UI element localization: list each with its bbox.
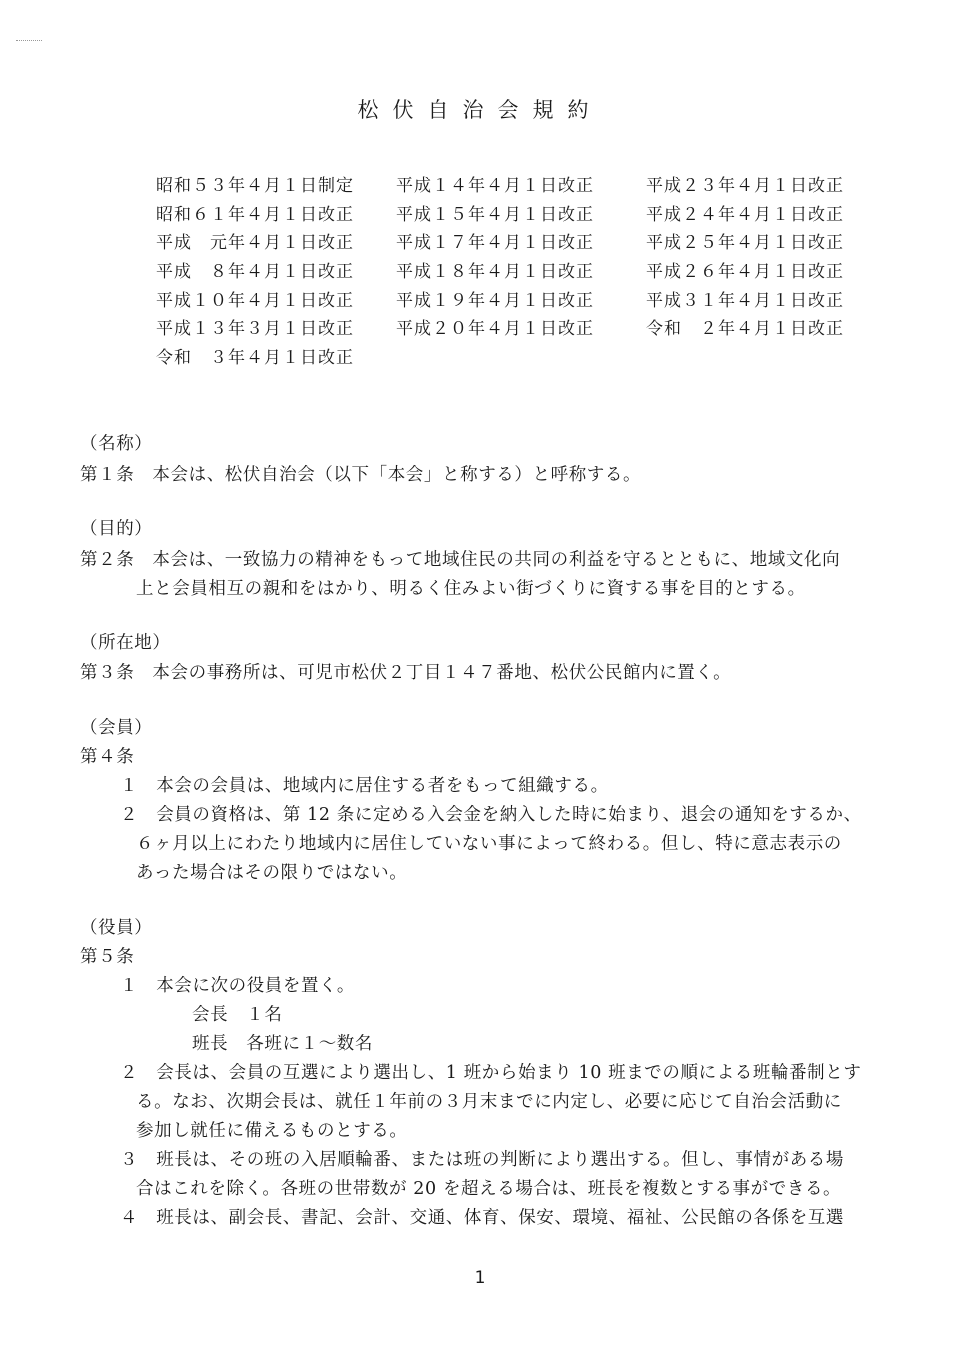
history-entry: 平成１７年４月１日改正 — [396, 233, 594, 253]
article-heading: （所在地） — [80, 633, 171, 653]
history-entry: 平成１５年４月１日改正 — [396, 205, 594, 225]
clause-text: ２ 会員の資格は、第 12 条に定める入会金を納入した時に始まり、退会の通知をするか、 — [120, 805, 862, 825]
history-entry: 昭和５３年４月１日制定 — [156, 176, 354, 196]
clause-text: ４ 班長は、副会長、書記、会計、交通、体育、保安、環境、福祉、公民館の各係を互選 — [120, 1208, 844, 1228]
history-entry: 令和 ２年４月１日改正 — [646, 319, 844, 339]
history-entry: 平成１９年４月１日改正 — [396, 291, 594, 311]
clause-text: ６ヶ月以上にわたり地域内に居住していない事によって終わる。但し、特に意志表示の — [136, 834, 842, 854]
article-text: 第３条 本会の事務所は、可児市松伏２丁目１４７番地、松伏公民館内に置く。 — [80, 663, 732, 683]
history-entry: 平成１３年３月１日改正 — [156, 319, 354, 339]
article-text: 上と会員相互の親和をはかり、明るく住みよい街づくりに資する事を目的とする。 — [136, 579, 806, 599]
history-entry: 平成１０年４月１日改正 — [156, 291, 354, 311]
clause-text: ３ 班長は、その班の入居順輪番、または班の判断により選出する。但し、事情がある場 — [120, 1150, 844, 1170]
history-entry: 平成２６年４月１日改正 — [646, 262, 844, 282]
article-label: 第４条 — [80, 747, 135, 767]
article-label: 第５条 — [80, 947, 135, 967]
clause-text: １ 本会の会員は、地域内に居住する者をもって組織する。 — [120, 776, 609, 796]
history-entry: 令和 ３年４月１日改正 — [156, 348, 354, 368]
clause-text: 合はこれを除く。各班の世帯数が 20 を超える場合は、班長を複数とする事ができる。 — [136, 1179, 842, 1199]
article-text: 第１条 本会は、松伏自治会（以下「本会」と称する）と呼称する。 — [80, 465, 642, 485]
clause-text: あった場合はその限りではない。 — [136, 863, 408, 883]
history-entry: 平成１８年４月１日改正 — [396, 262, 594, 282]
history-entry: 昭和６１年４月１日改正 — [156, 205, 354, 225]
history-entry: 平成２４年４月１日改正 — [646, 205, 844, 225]
article-heading: （名称） — [80, 434, 153, 454]
history-entry: 平成２３年４月１日改正 — [646, 176, 844, 196]
history-entry: 平成 ８年４月１日改正 — [156, 262, 354, 282]
article-heading: （会員） — [80, 718, 153, 738]
history-entry: 平成２５年４月１日改正 — [646, 233, 844, 253]
history-entry: 平成 元年４月１日改正 — [156, 233, 354, 253]
page-number: 1 — [474, 1268, 486, 1288]
scan-speck — [16, 40, 42, 43]
history-entry: 平成３１年４月１日改正 — [646, 291, 844, 311]
history-entry: 平成２０年４月１日改正 — [396, 319, 594, 339]
document-title: 松伏自治会規約 — [357, 98, 603, 122]
article-heading: （役員） — [80, 918, 153, 938]
officer-list-item: 会長 １名 — [192, 1005, 283, 1025]
clause-text: る。なお、次期会長は、就任１年前の３月末までに内定し、必要に応じて自治会活動に — [136, 1092, 842, 1112]
clause-text: 参加し就任に備えるものとする。 — [136, 1121, 408, 1141]
clause-text: １ 本会に次の役員を置く。 — [120, 976, 355, 996]
history-entry: 平成１４年４月１日改正 — [396, 176, 594, 196]
clause-text: ２ 会長は、会員の互選により選出し、1 班から始まり 10 班までの順による班輪番制とす — [120, 1063, 862, 1083]
article-heading: （目的） — [80, 519, 153, 539]
officer-list-item: 班長 各班に１～数名 — [192, 1034, 373, 1054]
article-text: 第２条 本会は、一致協力の精神をもって地域住民の共同の利益を守るとともに、地域文化向 — [80, 550, 841, 570]
